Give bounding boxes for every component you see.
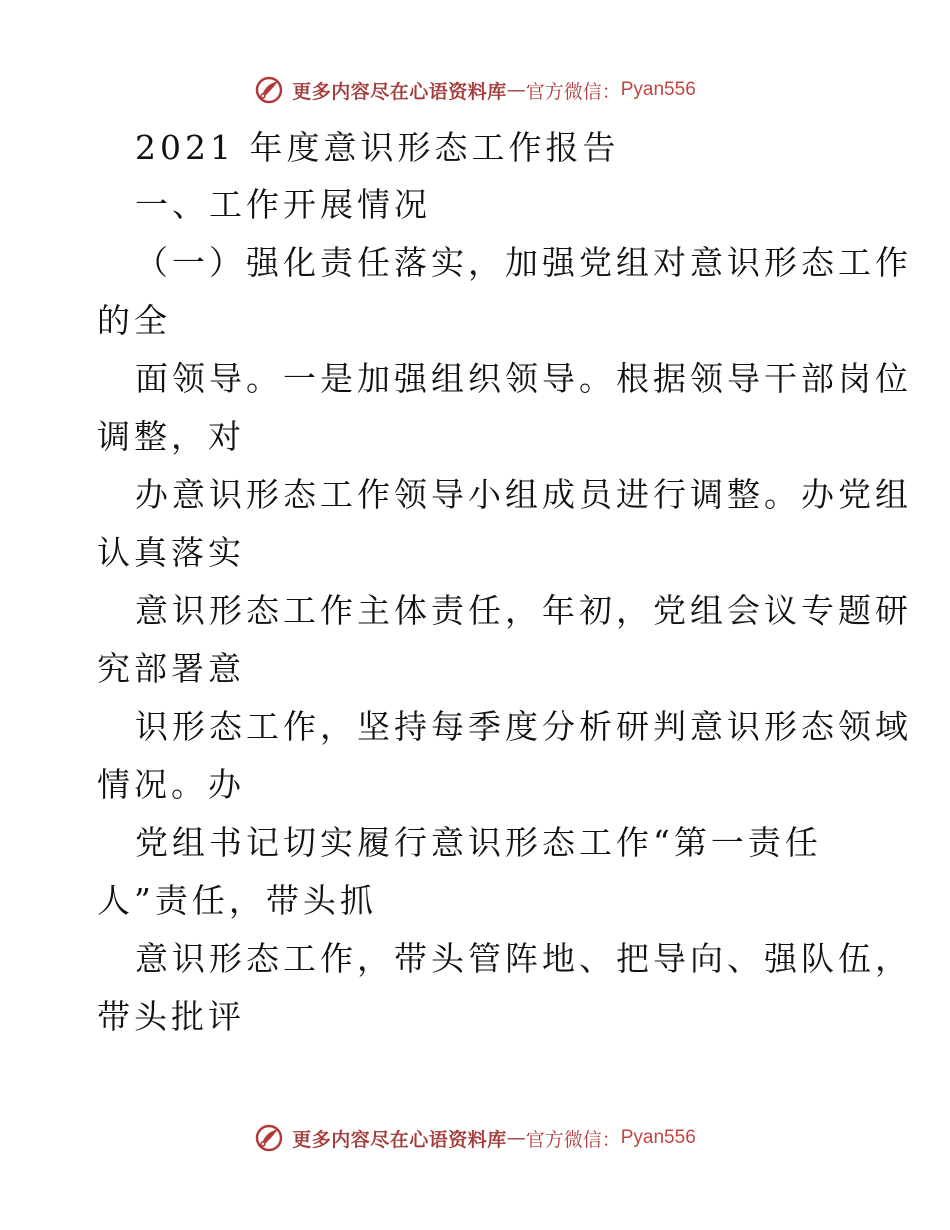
watermark-dash: —: [506, 79, 526, 101]
paragraph-line: 意识形态工作，带头管阵地、把导向、强队伍，: [135, 939, 912, 978]
paragraph-line: 情况。办: [97, 765, 245, 804]
wechat-id: Pyan556: [620, 1127, 696, 1148]
paragraph-line: 识形态工作，坚持每季度分析研判意识形态领域: [135, 707, 912, 746]
wechat-label: 官方微信：: [525, 1128, 621, 1151]
brand-logo-icon: [254, 75, 284, 105]
paragraph-line: 带头批评: [97, 997, 245, 1036]
paragraph-line: 面领导。一是加强组织领导。根据领导干部岗位: [135, 359, 912, 398]
paragraph-line: 办意识形态工作领导小组成员进行调整。办党组: [135, 475, 912, 514]
paragraph-line: （一）强化责任落实，加强党组对意识形态工作: [135, 243, 912, 282]
paragraph-line: 究部署意: [97, 649, 245, 688]
wechat-id: Pyan556: [620, 79, 696, 100]
paragraph-line: 调整，对: [97, 417, 245, 456]
paragraph-line: 认真落实: [97, 533, 245, 572]
wechat-label: 官方微信：: [525, 80, 621, 103]
paragraph-line: 人”责任，带头抓: [97, 881, 377, 920]
footer-watermark: [0, 1118, 950, 1158]
paragraph-line: 意识形态工作主体责任，年初，党组会议专题研: [135, 591, 912, 630]
document-title: 2021 年度意识形态工作报告: [135, 128, 620, 167]
header-watermark: [0, 70, 950, 110]
watermark-dash: —: [506, 1127, 526, 1149]
section-heading: 一、工作开展情况: [135, 185, 431, 224]
paragraph-line: 的全: [97, 301, 171, 340]
brand-logo-icon: [254, 1123, 284, 1153]
watermark-text: 更多内容尽在心语资料库: [292, 1128, 507, 1151]
paragraph-line: 党组书记切实履行意识形态工作“第一责任: [135, 823, 822, 862]
watermark-text: 更多内容尽在心语资料库: [292, 80, 507, 103]
